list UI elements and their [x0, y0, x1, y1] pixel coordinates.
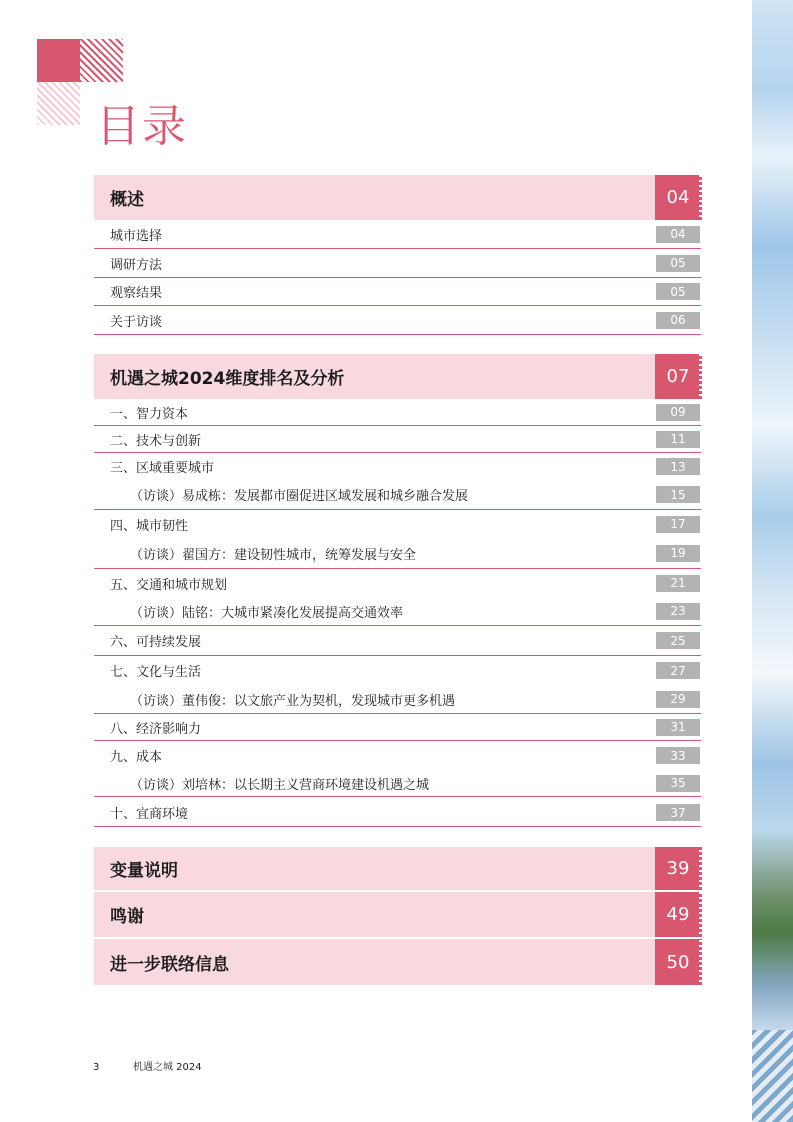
toc-page-badge: 19: [656, 545, 700, 562]
toc-row-label: （访谈）陆铭：大城市紧凑化发展提高交通效率: [130, 605, 404, 621]
toc-page-badge: 17: [656, 516, 700, 533]
toc-section-overview: [94, 175, 701, 335]
toc-row-interview[interactable]: [94, 770, 701, 797]
section-title: 概述: [110, 190, 144, 210]
section-title: 进一步联络信息: [110, 954, 229, 975]
toc-row[interactable]: [94, 569, 701, 597]
toc-page-badge: 11: [656, 431, 700, 448]
toc-page-badge: 27: [656, 662, 700, 679]
section-page-badge: 50: [655, 939, 701, 985]
toc-row-label: 八、经济影响力: [110, 721, 202, 737]
toc-page-badge: 04: [656, 226, 700, 243]
toc-page-badge: 31: [656, 719, 700, 736]
toc-row[interactable]: [94, 453, 701, 480]
city-photo-strip: [752, 0, 793, 1122]
corner-stripe-decoration: [80, 39, 123, 82]
footer-publication: 机遇之城 2024: [133, 1062, 202, 1073]
toc-page-badge: 25: [656, 632, 700, 649]
toc-row[interactable]: [94, 510, 701, 538]
toc-page-badge: 05: [656, 283, 700, 300]
toc-row-label: 五、交通和城市规划: [110, 577, 228, 593]
toc-row-interview[interactable]: [94, 597, 701, 626]
toc-row[interactable]: [94, 399, 701, 426]
toc-page-badge: 06: [656, 312, 700, 329]
footer-page-number: 3: [93, 1062, 100, 1073]
toc-section-ranking: [94, 354, 701, 827]
photo-stripe-overlay: [752, 1030, 793, 1122]
section-page-badge: 04: [655, 175, 701, 220]
toc-page-badge: 37: [656, 804, 700, 821]
toc-row[interactable]: [94, 741, 701, 770]
toc-row-label: （访谈）翟国方：建设韧性城市，统筹发展与安全: [130, 547, 417, 563]
toc-page-badge: 09: [656, 404, 700, 421]
toc-row-label: （访谈）董伟俊：以文旅产业为契机，发现城市更多机遇: [130, 693, 456, 709]
toc-row-interview[interactable]: [94, 685, 701, 714]
toc-row[interactable]: [94, 714, 701, 741]
toc-row-label: 一、智力资本: [110, 406, 189, 422]
toc-row[interactable]: [94, 278, 701, 306]
toc-row[interactable]: [94, 249, 701, 278]
section-page-badge: 49: [655, 892, 701, 937]
toc-row-label: 三、区域重要城市: [110, 461, 215, 476]
toc-section-header[interactable]: [94, 847, 701, 892]
toc-row-interview[interactable]: [94, 538, 701, 569]
section-page-badge: 07: [655, 354, 701, 399]
toc-row[interactable]: [94, 220, 701, 249]
toc-row-label: 观察结果: [110, 286, 163, 301]
corner-stripe-light-decoration: [37, 82, 80, 125]
toc-section-header[interactable]: [94, 354, 701, 399]
page-title: 目录: [96, 101, 188, 152]
toc-row[interactable]: [94, 426, 701, 453]
toc-row-label: （访谈）易成栋：发展都市圈促进区域发展和城乡融合发展: [130, 489, 469, 504]
toc-row[interactable]: [94, 799, 701, 827]
toc-page-badge: 21: [656, 575, 700, 592]
toc-page-badge: 29: [656, 691, 700, 708]
toc-section-appendix: [94, 847, 701, 985]
toc-row-label: 十、宜商环境: [110, 807, 189, 822]
toc-page-badge: 33: [656, 747, 700, 764]
section-page-badge: 39: [655, 847, 701, 890]
toc-section-header[interactable]: [94, 892, 701, 939]
toc-row-label: 关于访谈: [110, 314, 163, 330]
toc-section-header[interactable]: [94, 939, 701, 985]
section-title: 鸣谢: [110, 907, 144, 927]
toc-page-badge: 05: [656, 255, 700, 272]
toc-row[interactable]: [94, 306, 701, 335]
toc-row[interactable]: [94, 626, 701, 656]
toc-row-label: （访谈）刘培林：以长期主义营商环境建设机遇之城: [130, 777, 430, 793]
toc-row-label: 二、技术与创新: [110, 433, 202, 449]
toc-row-label: 七、文化与生活: [110, 665, 202, 680]
toc-page-badge: 23: [656, 603, 700, 620]
toc-row-label: 九、成本: [110, 750, 163, 765]
toc-row-label: 城市选择: [110, 228, 163, 244]
toc-row-label: 六、可持续发展: [110, 635, 202, 650]
section-title: 变量说明: [110, 861, 178, 881]
toc-row-label: 四、城市韧性: [110, 518, 189, 534]
toc-section-header[interactable]: [94, 175, 701, 220]
toc-row-interview[interactable]: [94, 480, 701, 510]
toc-page-badge: 13: [656, 458, 700, 475]
toc-page-badge: 35: [656, 775, 700, 792]
toc-row[interactable]: [94, 656, 701, 685]
page-footer: [93, 1058, 202, 1073]
section-title: 机遇之城2024维度排名及分析: [110, 369, 345, 389]
corner-block-decoration: [37, 39, 80, 82]
toc-row-label: 调研方法: [110, 257, 163, 273]
toc-page-badge: 15: [656, 486, 700, 503]
